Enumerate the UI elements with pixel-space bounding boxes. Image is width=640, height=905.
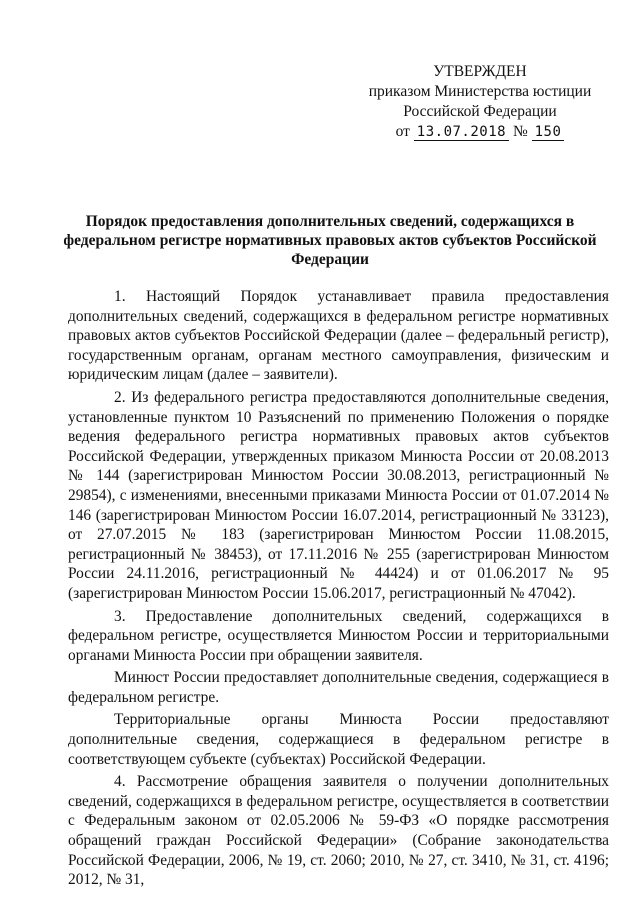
- approval-ministry-line: Российской Федерации: [403, 103, 557, 120]
- paragraph-3: 3. Предоставление дополнительных сведений, содержащихся в федеральном регистре, осуществляется Минюстом России и территориальными органами Минюста России при обращении заявителя.: [68, 607, 609, 664]
- approval-heading: УТВЕРЖДЕН: [433, 63, 527, 80]
- approval-date-line: [360, 122, 600, 142]
- document-title: Порядок предоставления дополнительных сведений, содержащихся в федеральном регистре нормативных правовых актов субъектов Российской Федерации: [63, 213, 597, 268]
- paragraph-4: 4. Рассмотрение обращения заявителя о получении дополнительных сведений, содержащихся в федеральном регистре, осуществляется в соответствии с Федеральным законом от 02.05.2006 № 59-ФЗ «О порядке рассмотрения обращений граждан Российской Федерации» (Собрание законодательства Российской Федерации, 2006, № 19, ст. 2060; 2010, № 27, ст. 3410, № 31, ст. 4196; 2012, № 31,: [68, 773, 609, 889]
- paragraph-3-ministry: Минюст России предоставляет дополнительные сведения, содержащиеся в федеральном регистре.: [68, 669, 609, 706]
- paragraph-2: 2. Из федерального регистра предоставляются дополнительные сведения, установленные пунктом 10 Разъяснений по применению Положения о порядке ведения федерального регистра нормативных правовых актов субъектов Российской Федерации, утвержденных приказом Минюста России от 20.08.2013 № 144 (зарегистрирован Минюстом России 30.08.2013, регистрационный № 29854), с изменениями, внесенными приказами Минюста России от 01.07.2014 № 146 (зарегистрирован Минюстом России 16.07.2014, регистрационный № 33123), от 27.07.2015 № 183 (зарегистрирован Минюстом России 11.08.2015, регистрационный № 38453), от 17.11.2016 № 255 (зарегистрирован Минюстом России 24.11.2016, регистрационный № 44424) и от 01.06.2017 № 95 (зарегистрирован Минюстом России 15.06.2017, регистрационный № 47042).: [68, 388, 609, 602]
- number-sign: №: [512, 123, 528, 140]
- approval-order-line: приказом Министерства юстиции: [368, 83, 592, 100]
- approval-date: 13.07.2018: [414, 124, 509, 141]
- document-body: [68, 287, 609, 893]
- paragraph-1: 1. Настоящий Порядок устанавливает правила предоставления дополнительных сведений, содержащихся в федеральном регистре нормативных правовых актов субъектов Российской Федерации (далее – федеральный регистр), государственным органам, органам местного самоуправления, физическим и юридическим лицам (далее – заявители).: [68, 288, 609, 384]
- paragraph-3-territorial: Территориальные органы Минюста России предоставляют дополнительные сведения, содержащиеся в федеральном регистре в соответствующем субъекте (субъектах) Российской Федерации.: [68, 711, 609, 768]
- date-prefix: от: [395, 123, 410, 140]
- approval-number: 150: [532, 124, 565, 141]
- approval-stamp: [360, 62, 600, 142]
